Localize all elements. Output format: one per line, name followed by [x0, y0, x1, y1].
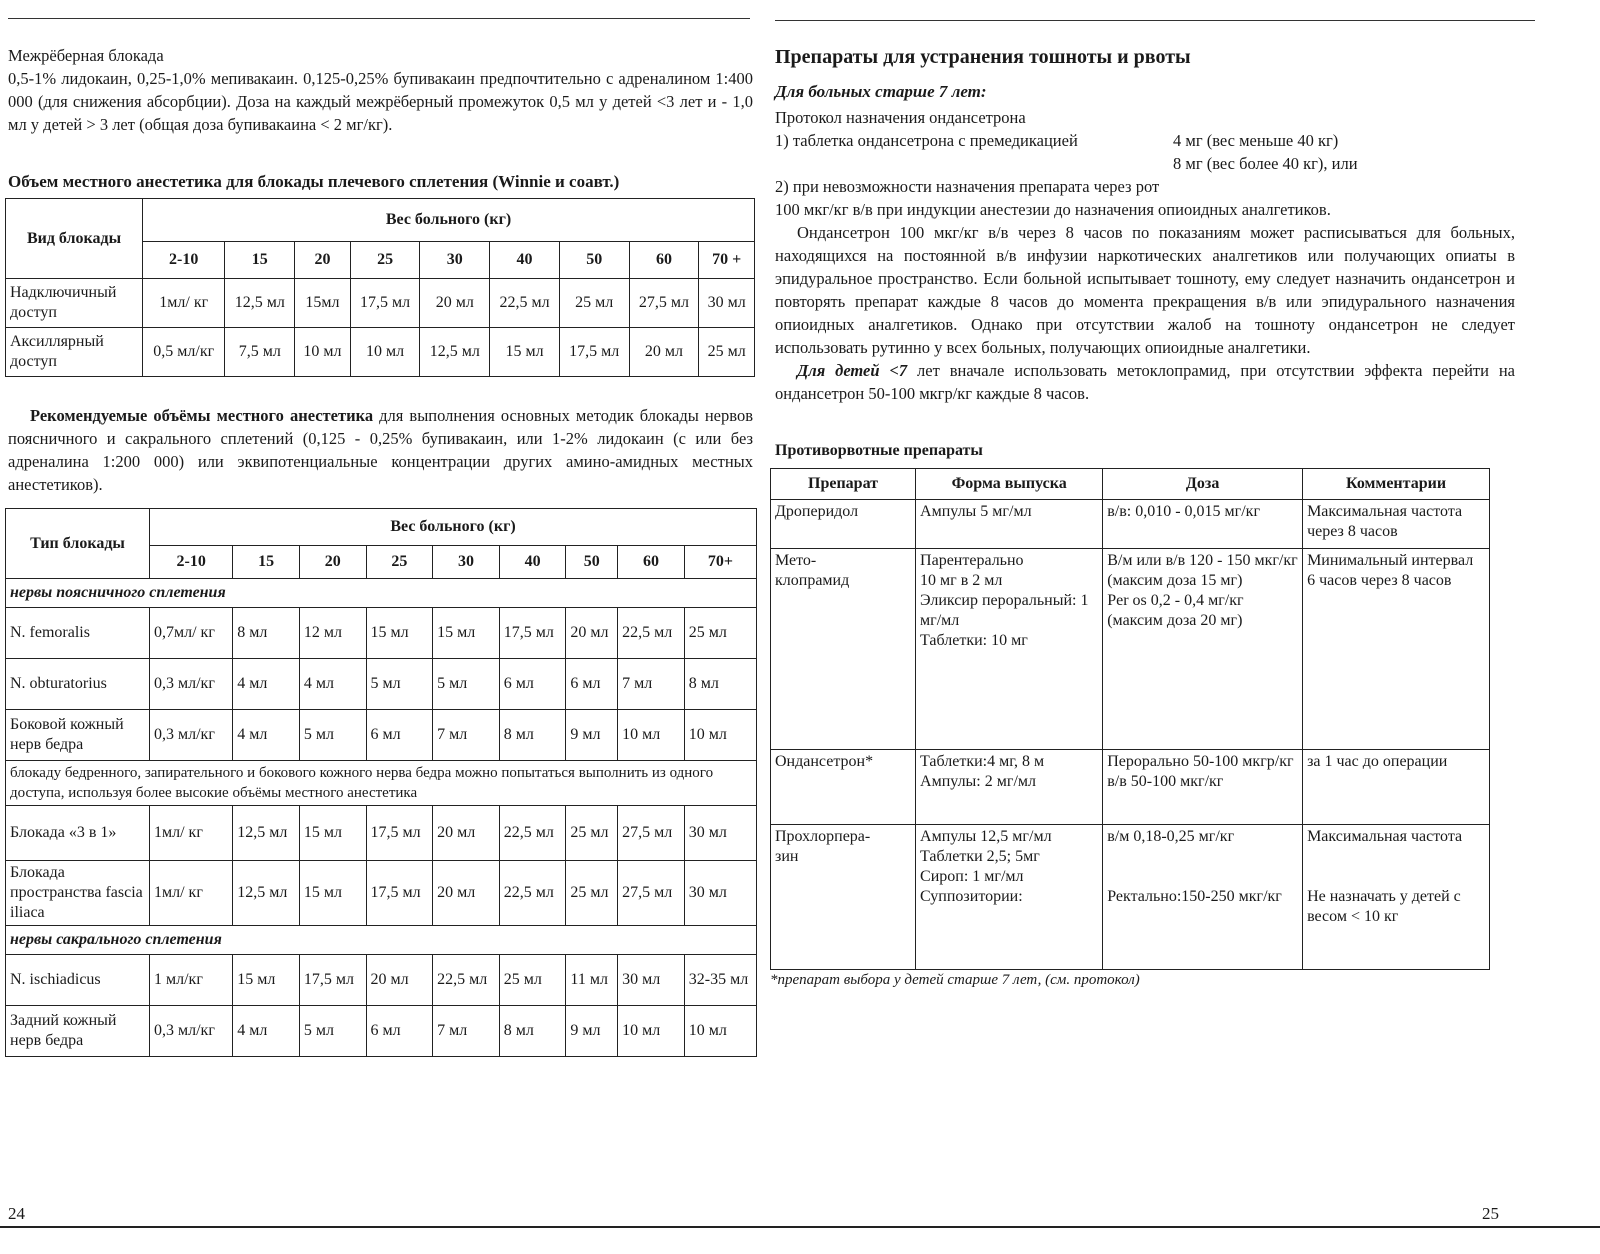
- value-cell: 1 мл/кг: [150, 955, 233, 1006]
- page-number-left: 24: [8, 1204, 25, 1223]
- item1-dose1: 4 мг (вес меньше 40 кг): [1173, 131, 1339, 150]
- table-row: [771, 549, 1490, 750]
- drug-cell: Таблетки:4 мг, 8 м Ампулы: 2 мг/мл: [916, 750, 1103, 825]
- drug-cell: за 1 час до операции: [1303, 750, 1490, 825]
- table-row: [771, 750, 1490, 825]
- value-cell: 1мл/ кг: [150, 861, 233, 926]
- drug-cell: в/в: 0,010 - 0,015 мг/кг: [1103, 500, 1303, 549]
- weight-cell: 70+: [684, 546, 756, 579]
- weight-cell: 30: [420, 242, 490, 279]
- row-name: N. femoralis: [6, 608, 150, 659]
- table-row: [6, 806, 757, 861]
- value-cell: 27,5 мл: [618, 806, 685, 861]
- right-title: Препараты для устранения тошноты и рвоты: [775, 46, 1191, 68]
- value-cell: 25 мл: [499, 955, 566, 1006]
- weight-cell: 20: [299, 546, 366, 579]
- ondansetron-paragraph: Ондансетрон 100 мкг/кг в/в через 8 часов по показаниям может расписываться для больных, находящихся на постоянной в/в инфузии наркотических аналгетиков или получающих опиаты в эпидуральное пространство. Если больной испытывает тошноту, ему следует назначить ондансетрон и повторять препарат каждые 8 часов до момента прекращения в/в или эпидурального назначения опиоидных аналгетиков. Однако при отсутствии жалоб на тошноту ондансетрон не следует использовать рутинно у всех больных, получающих опиоидные аналгетики.: [775, 223, 1515, 357]
- value-cell: 4 мл: [233, 1006, 300, 1057]
- value-cell: 10 мл: [295, 328, 351, 377]
- weight-cell: 15: [225, 242, 295, 279]
- col-header: Комментарии: [1303, 469, 1490, 500]
- value-cell: 20 мл: [433, 806, 500, 861]
- weight-cell: 25: [350, 242, 420, 279]
- top-rule: [8, 18, 750, 19]
- row-name: Задний кожный нерв бедра: [6, 1006, 150, 1057]
- value-cell: 6 мл: [366, 710, 433, 761]
- value-cell: 4 мл: [233, 710, 300, 761]
- brachial-plexus-table: [5, 198, 755, 377]
- value-cell: 1мл/ кг: [150, 806, 233, 861]
- drug-cell: Перорально 50-100 мкгр/кг в/в 50-100 мкг/кг: [1103, 750, 1303, 825]
- value-cell: 4 мл: [233, 659, 300, 710]
- header-row: [6, 199, 755, 242]
- weight-cell: 2-10: [143, 242, 225, 279]
- protocol-block: [775, 106, 1515, 405]
- item2b: 100 мкг/кг в/в при индукции анестезии до назначения опиоидных аналгетиков.: [775, 200, 1331, 219]
- value-cell: 9 мл: [566, 1006, 618, 1057]
- intro-title: Межрёберная блокада: [8, 46, 164, 65]
- row-name: Надключичный доступ: [6, 279, 143, 328]
- value-cell: 12,5 мл: [233, 861, 300, 926]
- value-cell: 6 мл: [499, 659, 566, 710]
- value-cell: 15 мл: [299, 806, 366, 861]
- drug-cell: В/м или в/в 120 - 150 мкг/кг (максим доза 15 мг) Per os 0,2 - 0,4 мг/кг (максим доза 20 мг): [1103, 549, 1303, 750]
- value-cell: 12 мл: [299, 608, 366, 659]
- value-cell: 9 мл: [566, 710, 618, 761]
- value-cell: 30 мл: [699, 279, 755, 328]
- value-cell: 25 мл: [559, 279, 629, 328]
- weight-cell: 20: [295, 242, 351, 279]
- value-cell: 27,5 мл: [618, 861, 685, 926]
- value-cell: 12,5 мл: [233, 806, 300, 861]
- value-cell: 20 мл: [629, 328, 699, 377]
- value-cell: 20 мл: [566, 608, 618, 659]
- item2: 2) при невозможности назначения препарата через рот: [775, 177, 1160, 196]
- top-rule-right: [775, 20, 1535, 21]
- drug-cell: Максимальная частота Не назначать у детей с весом < 10 кг: [1303, 825, 1490, 970]
- left-page: [0, 0, 770, 1254]
- recommendation-rest: для выполнения основных методик блокады нервов поясничного и сакрального сплетений (0,125 - 0,25% бупивакаин, или 1-2% лидокаин (с или без адреналина 1:200 000) или эквипотенциальные концентрации других амино-амидных местных анестетиков).: [8, 406, 753, 494]
- weight-cell: 70 +: [699, 242, 755, 279]
- table-row: [6, 659, 757, 710]
- value-cell: 8 мл: [499, 1006, 566, 1057]
- value-cell: 15 мл: [233, 955, 300, 1006]
- value-cell: 10 мл: [618, 1006, 685, 1057]
- value-cell: 4 мл: [299, 659, 366, 710]
- weight-cell: 25: [366, 546, 433, 579]
- value-cell: 11 мл: [566, 955, 618, 1006]
- value-cell: 17,5 мл: [559, 328, 629, 377]
- value-cell: 0,3 мл/кг: [150, 659, 233, 710]
- drug-cell: Максимальная частота через 8 часов: [1303, 500, 1490, 549]
- table-row: [6, 1006, 757, 1057]
- value-cell: 22,5 мл: [499, 861, 566, 926]
- table-row: [6, 710, 757, 761]
- value-cell: 17,5 мл: [499, 608, 566, 659]
- value-cell: 0,7мл/ кг: [150, 608, 233, 659]
- value-cell: 27,5 мл: [629, 279, 699, 328]
- value-cell: 8 мл: [684, 659, 756, 710]
- col-header: Доза: [1103, 469, 1303, 500]
- drug-cell: в/м 0,18-0,25 мг/кг Ректально:150-250 мкг/кг: [1103, 825, 1303, 970]
- page-number-right: 25: [1482, 1204, 1499, 1223]
- value-cell: 25 мл: [566, 806, 618, 861]
- value-cell: 22,5 мл: [618, 608, 685, 659]
- drug-name: Ондансетрон*: [771, 750, 916, 825]
- row-name: Блокада «3 в 1»: [6, 806, 150, 861]
- weight-cell: 40: [499, 546, 566, 579]
- value-cell: 25 мл: [699, 328, 755, 377]
- value-cell: 15мл: [295, 279, 351, 328]
- section-label: нервы сакрального сплетения: [6, 926, 757, 955]
- value-cell: 22,5 мл: [433, 955, 500, 1006]
- value-cell: 15 мл: [366, 608, 433, 659]
- value-cell: 0,5 мл/кг: [143, 328, 225, 377]
- table-row: [771, 500, 1490, 549]
- header-row: [6, 509, 757, 546]
- kids-rest: лет вначале использовать метоклопрамид, при отсутствии эффекта перейти на ондансетрон 50-100 мкгр/кг каждые 8 часов.: [775, 361, 1515, 403]
- weight-cell: 2-10: [150, 546, 233, 579]
- value-cell: 17,5 мл: [366, 806, 433, 861]
- recommendation-paragraph: [8, 404, 753, 496]
- col-block-type: Тип блокады: [6, 509, 150, 579]
- intro-text: 0,5-1% лидокаин, 0,25-1,0% мепивакаин. 0,125-0,25% бупивакаин предпочтительно с адреналином 1:400 000 (для снижения абсорбции). Доза на каждый межрёберный промежуток 0,5 мл у детей <3 лет и - 1,0 мл у детей > 3 лет (общая доза бупивакаина < 2 мг/кг).: [8, 69, 753, 134]
- intro-block: [8, 44, 753, 136]
- section-label: нервы поясничного сплетения: [6, 579, 757, 608]
- antiemetic-table: [770, 468, 1490, 970]
- antiemetic-title: Противорвотные препараты: [775, 442, 983, 459]
- value-cell: 30 мл: [684, 806, 756, 861]
- value-cell: 12,5 мл: [225, 279, 295, 328]
- value-cell: 20 мл: [366, 955, 433, 1006]
- value-cell: 8 мл: [233, 608, 300, 659]
- item1: 1) таблетка ондансетрона с премедикацией: [775, 131, 1078, 150]
- value-cell: 7 мл: [433, 710, 500, 761]
- drug-name: Мето- клопрамид: [771, 549, 916, 750]
- col-header: Форма выпуска: [916, 469, 1103, 500]
- note-cell: блокаду бедренного, запирательного и бокового кожного нерва бедра можно попытаться выполнить из одного доступа, используя более высокие объёмы местного анестетика: [6, 761, 757, 806]
- value-cell: 7 мл: [618, 659, 685, 710]
- row-name: N. ischiadicus: [6, 955, 150, 1006]
- protocol-title: Протокол назначения ондансетрона: [775, 108, 1026, 127]
- value-cell: 10 мл: [684, 1006, 756, 1057]
- value-cell: 32-35 мл: [684, 955, 756, 1006]
- row-name: Блокада пространства fascia iliaca: [6, 861, 150, 926]
- value-cell: 1мл/ кг: [143, 279, 225, 328]
- lumbar-sacral-table: [5, 508, 757, 1057]
- table-row: [6, 328, 755, 377]
- weight-cell: 30: [433, 546, 500, 579]
- value-cell: 20 мл: [420, 279, 490, 328]
- value-cell: 10 мл: [684, 710, 756, 761]
- recommendation-bold: Рекомендуемые объёмы местного анестетика: [30, 406, 374, 425]
- right-page: [770, 0, 1560, 1254]
- weight-cell: 15: [233, 546, 300, 579]
- value-cell: 30 мл: [618, 955, 685, 1006]
- table-row: [6, 955, 757, 1006]
- table-row: [771, 825, 1490, 970]
- value-cell: 17,5 мл: [299, 955, 366, 1006]
- drug-name: Прохлорпера- зин: [771, 825, 916, 970]
- drug-name: Дроперидол: [771, 500, 916, 549]
- weight-cell: 40: [490, 242, 560, 279]
- value-cell: 5 мл: [299, 710, 366, 761]
- value-cell: 15 мл: [433, 608, 500, 659]
- drug-cell: Ампулы 12,5 мг/мл Таблетки 2,5; 5мг Сироп: 1 мг/мл Суппозитории:: [916, 825, 1103, 970]
- value-cell: 6 мл: [366, 1006, 433, 1057]
- note-row: [6, 761, 757, 806]
- item1-dose2: 8 мг (вес более 40 кг), или: [1173, 154, 1358, 173]
- weight-header: Вес больного (кг): [143, 199, 755, 242]
- drug-cell: Парентерально 10 мг в 2 мл Эликсир пероральный: 1 мг/мл Таблетки: 10 мг: [916, 549, 1103, 750]
- value-cell: 20 мл: [433, 861, 500, 926]
- value-cell: 17,5 мл: [366, 861, 433, 926]
- bottom-rule: [0, 1226, 1600, 1228]
- row-name: Аксиллярный доступ: [6, 328, 143, 377]
- kids-bold: Для детей <7: [797, 361, 908, 380]
- value-cell: 5 мл: [433, 659, 500, 710]
- value-cell: 8 мл: [499, 710, 566, 761]
- weight-cell: 60: [629, 242, 699, 279]
- value-cell: 10 мл: [350, 328, 420, 377]
- value-cell: 25 мл: [566, 861, 618, 926]
- col-block-type: Вид блокады: [6, 199, 143, 279]
- table-row: [6, 608, 757, 659]
- weight-cell: 60: [618, 546, 685, 579]
- row-name: Боковой кожный нерв бедра: [6, 710, 150, 761]
- weight-header: Вес больного (кг): [150, 509, 757, 546]
- drug-cell: Ампулы 5 мг/мл: [916, 500, 1103, 549]
- drug-cell: Минимальный интервал 6 часов через 8 часов: [1303, 549, 1490, 750]
- footnote: *препарат выбора у детей старше 7 лет, (см. протокол): [770, 972, 1140, 988]
- weight-cell: 50: [566, 546, 618, 579]
- value-cell: 30 мл: [684, 861, 756, 926]
- value-cell: 5 мл: [366, 659, 433, 710]
- value-cell: 7 мл: [433, 1006, 500, 1057]
- value-cell: 7,5 мл: [225, 328, 295, 377]
- weight-cell: 50: [559, 242, 629, 279]
- table-row: [6, 279, 755, 328]
- value-cell: 17,5 мл: [350, 279, 420, 328]
- value-cell: 22,5 мл: [499, 806, 566, 861]
- value-cell: 12,5 мл: [420, 328, 490, 377]
- value-cell: 10 мл: [618, 710, 685, 761]
- col-header: Препарат: [771, 469, 916, 500]
- value-cell: 5 мл: [299, 1006, 366, 1057]
- table-row: [6, 861, 757, 926]
- row-name: N. obturatorius: [6, 659, 150, 710]
- value-cell: 22,5 мл: [490, 279, 560, 328]
- section-row: [6, 926, 757, 955]
- header-row: [771, 469, 1490, 500]
- section-row: [6, 579, 757, 608]
- subtitle-older: Для больных старше 7 лет:: [775, 82, 987, 101]
- kids-paragraph: [775, 359, 1515, 405]
- value-cell: 15 мл: [299, 861, 366, 926]
- value-cell: 6 мл: [566, 659, 618, 710]
- value-cell: 15 мл: [490, 328, 560, 377]
- value-cell: 0,3 мл/кг: [150, 710, 233, 761]
- value-cell: 0,3 мл/кг: [150, 1006, 233, 1057]
- value-cell: 25 мл: [684, 608, 756, 659]
- table1-title: Объем местного анестетика для блокады плечевого сплетения (Winnie и соавт.): [8, 172, 620, 191]
